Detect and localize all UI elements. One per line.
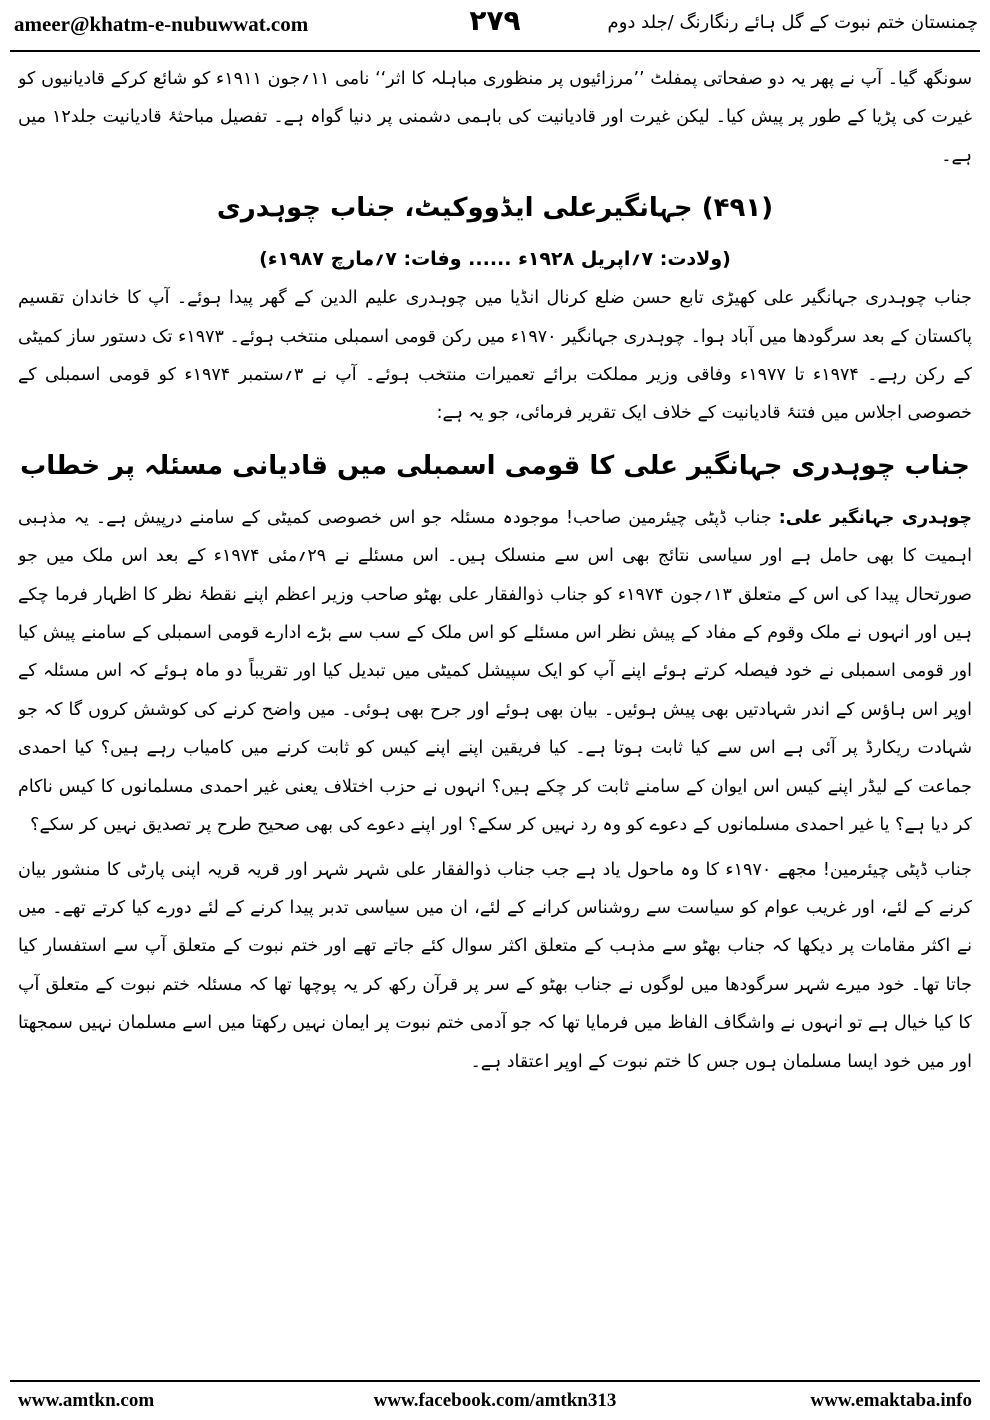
- header-email: ameer@khatm-e-nubuwwat.com: [14, 12, 309, 36]
- intro-paragraph: سونگھ گیا۔ آپ نے پھر یہ دو صفحاتی پمفلٹ ’’مرزائیوں پر منظوری مباہلہ کا اثر‘‘ نامی ۱۱؍جون ۱۹۱۱ء کو شائع کرکے قادیانیوں کو غیرت کی پڑیا کے طور پر پیش کیا۔ لیکن غیرت اور قادیانیت کی باہمی دشمنی پر دنیا گواہ ہے۔ تفصیل مباحثۂ قادیانیت جلد۱۲ میں ہے۔: [18, 69, 972, 166]
- book-title: چمنستان ختم نبوت کے گل ہائے رنگارنگ /جلد دوم: [607, 12, 978, 33]
- speech-paragraph-1: [18, 499, 972, 845]
- biography-paragraph: جناب چوہدری جہانگیر علی کھیڑی تابع حسن ضلع کرنال انڈیا میں چوہدری علیم الدین کے گھر پیدا ہوئے۔ آپ کا خاندان تقسیم پاکستان کے بعد سرگودھا میں آباد ہوا۔ چوہدری جہانگیر ۱۹۷۰ء میں رکن قومی اسمبلی منتخب ہوئے۔ ۱۹۷۳ء تک دستور ساز کمیٹی کے رکن رہے۔ ۱۹۷۴ء تا ۱۹۷۷ء وفاقی وزیر مملکت برائے تعمیرات منتخب ہوئے۔ آپ نے ۳؍ستمبر ۱۹۷۴ء کو قومی اسمبلی کے خصوصی اجلاس میں فتنۂ قادیانیت کے خلاف ایک تقریر فرمائی، جو یہ ہے:: [18, 288, 972, 424]
- speech-heading: جناب چوہدری جہانگیر علی کا قومی اسمبلی میں قادیانی مسئلہ پر خطاب: [20, 450, 970, 481]
- footer-website-link[interactable]: www.amtkn.com: [18, 1390, 155, 1411]
- page-number: ۲۷۹: [469, 4, 521, 37]
- speech-speaker: چوہدری جہانگیر علی:: [778, 507, 972, 528]
- page-footer: [0, 1386, 990, 1416]
- speech-paragraph-2: جناب ڈپٹی چیئرمین! مجھے ۱۹۷۰ء کا وہ ماحول یاد ہے جب جناب ذوالفقار علی شہر شہر اور قریہ قریہ اپنی پارٹی کا منشور بیان کرنے کے لئے، اور غریب عوام کو سیاست سے روشناس کرانے کے لئے، ان میں سیاسی تدبر پیدا کرنے کے لئے دورے کیا کرتے تھے۔ میں نے اکثر مقامات پر دیکھا کہ جناب بھٹو سے مذہب کے متعلق اکثر سوال کئے جاتے تھے اور ختم نبوت کے متعلق آپ سے استفسار کیا جاتا تھا۔ خود میرے شہر سرگودھا میں لوگوں نے جناب بھٹو کے سر پر قرآن رکھ کر یہ پوچھا تھا کہ مسئلہ ختم نبوت کے متعلق آپ کا کیا خیال ہے تو انہوں نے واشگاف الفاظ میں فرمایا تھا کہ جو آدمی ختم نبوت پر ایمان نہیں رکھتا میں اسے مسلمان نہیں سمجھتا اور میں خود ایسا مسلمان ہوں جس کا ختم نبوت کے اوپر اعتقاد ہے۔: [18, 859, 972, 1072]
- speech-paragraph-1-text: جناب ڈپٹی چیئرمین صاحب! موجودہ مسئلہ جو اس خصوصی کمیٹی کے سامنے درپیش ہے۔ یہ مذہبی اہمیت کا بھی حامل ہے اور سیاسی نتائج بھی اس سے منسلک ہیں۔ اس مسئلے نے ۲۹؍مئی ۱۹۷۴ء کے بعد اس ملک میں جو صورتحال پیدا کی اس کے متعلق ۱۳؍جون ۱۹۷۴ء کو جناب ذوالفقار علی بھٹو صاحب وزیر اعظم اپنے نقطۂ نظر کا اظہار فرما چکے ہیں اور انہوں نے ملک وقوم کے مفاد کے پیش نظر اس مسئلے کو اس ملک کے سب سے بڑے ادارے قومی اسمبلی کے سامنے پیش کیا اور قومی اسمبلی نے خود فیصلہ کرتے ہوئے اپنے آپ کو ایک سپیشل کمیٹی میں تبدیل کیا اور تقریباً دو ماہ ہوئے کہ اس مسئلہ کے اوپر اس ہاؤس کے اندر شہادتیں بھی پیش ہوئیں۔ بیان بھی ہوئے اور جرح بھی ہوئی۔ میں واضح کرنے کی کوشش کروں گا کہ جو شہادت ریکارڈ پر آئی ہے اس سے کیا ثابت ہوتا ہے۔ کیا فریقین اپنے اپنے کیس کو ثابت کرنے میں کامیاب رہے ہیں؟ کیا احمدی جماعت کے لیڈر اپنے کیس اس ایوان کے سامنے ثابت کر چکے ہیں؟ انہوں نے حزب اختلاف یعنی غیر احمدی مسلمانوں کا کیس ناکام کر دیا ہے؟ یا غیر احمدی مسلمانوں کے دعوے کو وہ رد نہیں کر سکے؟ اور اپنے دعوے کی بھی صحیح طرح پر تصدیق نہیں کر سکے؟: [18, 507, 972, 836]
- footer-divider: [10, 1380, 980, 1382]
- page-header: [0, 0, 990, 52]
- footer-emaktaba-link[interactable]: www.emaktaba.info: [810, 1390, 972, 1411]
- dates-line: (ولادت: ۷؍اپریل ۱۹۲۸ء ...... وفات: ۷؍مارچ ۱۹۸۷ء): [259, 248, 731, 271]
- page-content: [18, 60, 972, 1372]
- header-divider: [10, 50, 980, 52]
- footer-facebook-link[interactable]: www.facebook.com/amtkn313: [373, 1390, 617, 1411]
- section-heading: (۴۹۱) جہانگیرعلی ایڈووکیٹ، جناب چوہدری: [216, 193, 774, 224]
